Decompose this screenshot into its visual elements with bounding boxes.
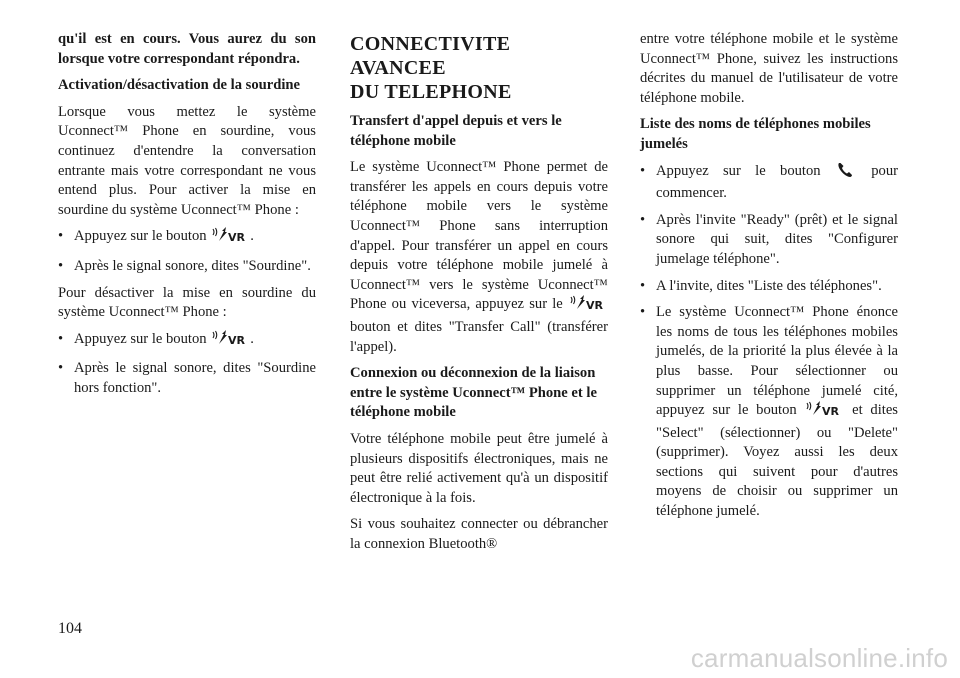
transfer-heading: Transfert d'appel depuis et vers le téléphone mobile [350, 113, 562, 149]
list-item: • A l'invite, dites "Liste des téléphones". [640, 277, 898, 297]
connect-paragraph: Votre téléphone mobile peut être jumelé à plusieurs dispositifs électroniques, mais ne peut être relié activement qu'à un dispositif électronique à la fois. [350, 430, 608, 506]
column-3 [640, 30, 898, 529]
list-item: • Appuyez sur le bouton VR . [58, 227, 316, 250]
list-item: • Après le signal sonore, dites "Sourdine". [58, 257, 316, 277]
column-1 [58, 30, 316, 406]
voice-recognition-icon [212, 330, 248, 353]
mute-steps [58, 227, 316, 276]
continued-paragraph: qu'il est en cours. Vous aurez du son lorsque votre correspondant répondra. [58, 31, 316, 67]
list-item: • Après le signal sonore, dites "Sourdine hors fonction". [58, 359, 316, 398]
phone-icon [837, 162, 855, 185]
transfer-paragraph: Le système Uconnect™ Phone permet de transférer les appels en cours depuis votre téléphone mobile vers le système Uconnect™ Phone sans interruption d'appel. Pour transférer un appel en cours depuis votre téléphone mobile jumelé à Uconnect™ vers le système Uconnect™ Phone ou viceversa, appuyez sur le VR bouton et dites "Transfer Call" (transférer l'appel). [350, 159, 608, 355]
voice-recognition-icon [570, 295, 606, 318]
svg-text:VR: VR [586, 299, 603, 312]
list-item: • Après l'invite "Ready" (prêt) et le signal sonore qui suit, dites "Configurer jumelage téléphone". [640, 211, 898, 270]
column-2 [350, 30, 608, 561]
list-item: • Appuyez sur le bouton pour commencer. [640, 162, 898, 204]
list-item: • Le système Uconnect™ Phone énonce les noms de tous les téléphones mobiles jumelés, de la priorité la plus élevée à la plus basse. Pour sélectionner ou supprimer un téléphone jumelé cité, appuyez sur le bouton VR et dites "Select" (sélectionner) ou "Delete" (supprimer). Voyez aussi les deux sections qui suivent pour d'autres moyens de choisir ou supprimer un téléphone jumelé. [640, 303, 898, 522]
watermark: carmanualsonline.info [690, 643, 948, 673]
connect-heading: Connexion ou déconnexion de la liaison entre le système Uconnect™ Phone et le téléphone mobile [350, 365, 597, 421]
svg-text:VR: VR [228, 333, 246, 346]
list-phones-heading: Liste des noms de téléphones mobiles jumelés [640, 116, 871, 152]
mute-heading: Activation/désactivation de la sourdine [58, 77, 301, 94]
continued-paragraph: entre votre téléphone mobile et le système Uconnect™ Phone, suivez les instructions décrites du manuel de l'utilisateur de votre téléphone mobile. [640, 31, 898, 106]
list-item: • Appuyez sur le bouton VR . [58, 330, 316, 353]
list-phones-steps [640, 162, 898, 522]
svg-text:VR: VR [228, 231, 246, 244]
page-number: 104 [58, 620, 82, 637]
section-title: CONNECTIVITE AVANCEE DU TELEPHONE [350, 33, 512, 103]
bluetooth-paragraph: Si vous souhaitez connecter ou débrancher la connexion Bluetooth® [350, 516, 608, 552]
unmute-steps [58, 330, 316, 399]
unmute-paragraph: Pour désactiver la mise en sourdine du système Uconnect™ Phone : [58, 284, 316, 321]
svg-text:VR: VR [822, 405, 840, 418]
voice-recognition-icon [212, 227, 248, 250]
mute-paragraph: Lorsque vous mettez le système Uconnect™ Phone en sourdine, vous continuez d'entendre la conversation entrante mais votre correspondant ne vous entend plus. Pour activer la mise en sourdine du système Uconnect™ Phone : [58, 103, 316, 218]
voice-recognition-icon [806, 401, 842, 424]
